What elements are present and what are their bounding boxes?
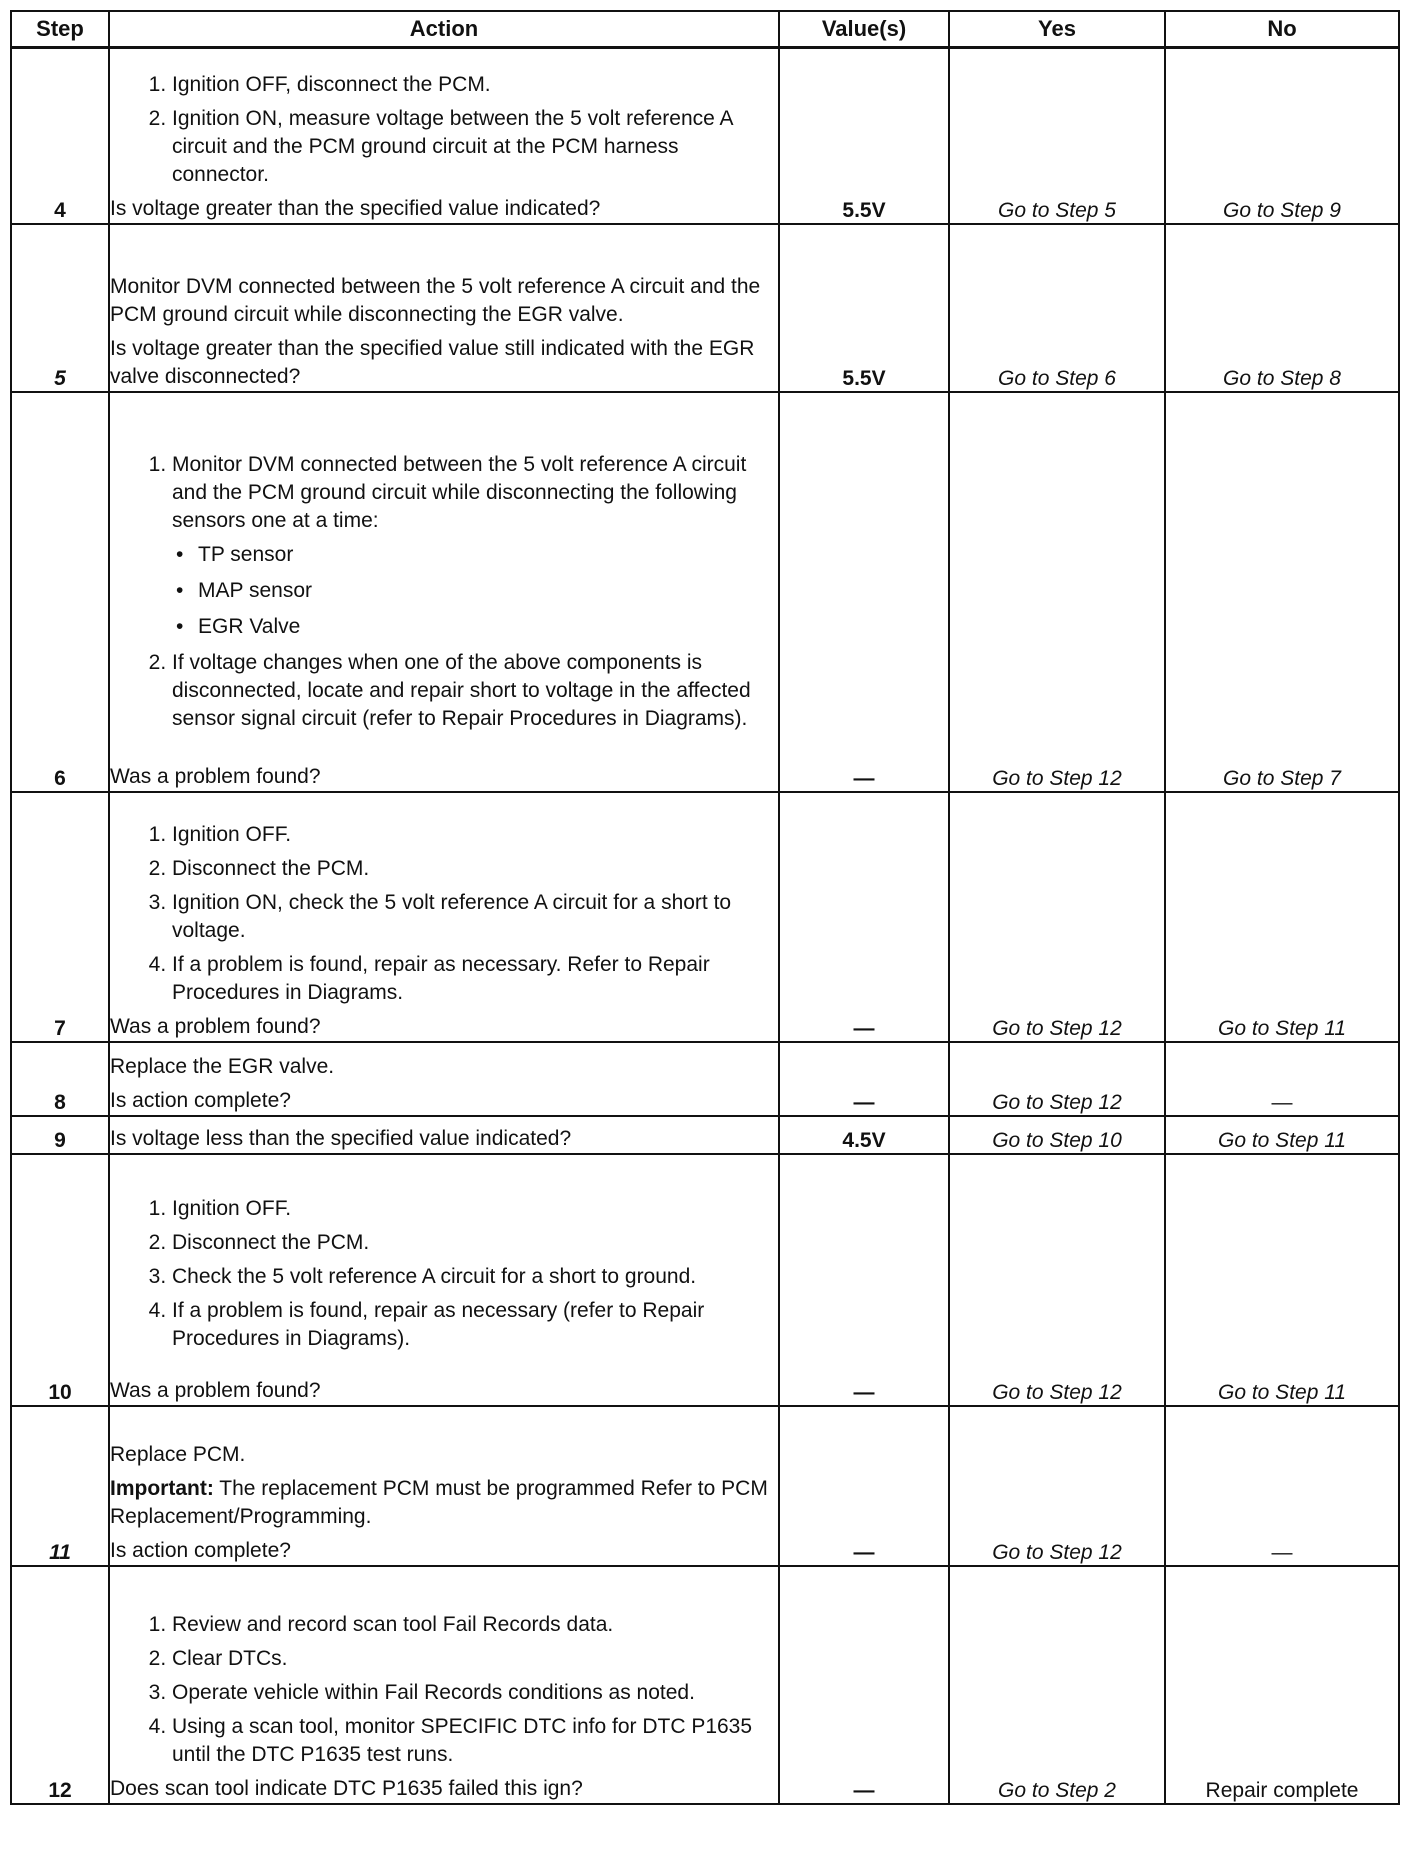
action-steps [110, 71, 778, 189]
no-cell: Go to Step 11 [1165, 1154, 1399, 1406]
step-number: 10 [11, 1154, 109, 1406]
value-cell: — [779, 1566, 949, 1804]
step-number: 5 [11, 224, 109, 392]
table-row-step-12 [11, 1566, 1399, 1804]
action-step: 2. Clear DTCs. [172, 1645, 778, 1673]
action-step: 4. If a problem is found, repair as necessary (refer to Repair Procedures in Diagrams). [172, 1297, 778, 1353]
sensor-list-item: • EGR Valve [176, 613, 778, 641]
yes-cell: Go to Step 5 [949, 48, 1165, 225]
important-text: The replacement PCM must be programmed Refer to PCM Replacement/Programming. [110, 1477, 768, 1528]
no-cell: — [1165, 1406, 1399, 1566]
step-number: 12 [11, 1566, 109, 1804]
action-step: 1. Ignition OFF. [172, 1195, 778, 1223]
header-values: Value(s) [779, 11, 949, 48]
action-question: Was a problem found? [110, 1015, 321, 1038]
action-question: Is voltage greater than the specified value still indicated with the EGR valve disconnected? [110, 337, 755, 388]
action-cell [109, 1042, 779, 1116]
value-cell: 5.5V [779, 224, 949, 392]
step-number: 9 [11, 1116, 109, 1154]
action-cell [109, 1154, 779, 1406]
no-cell: — [1165, 1042, 1399, 1116]
important-note [110, 1475, 778, 1531]
action-step: 4. If a problem is found, repair as necessary. Refer to Repair Procedures in Diagrams. [172, 951, 778, 1007]
value-cell: 4.5V [779, 1116, 949, 1154]
action-step: 2. Disconnect the PCM. [172, 855, 778, 883]
no-cell: Go to Step 8 [1165, 224, 1399, 392]
header-row [11, 11, 1399, 48]
no-cell: Go to Step 11 [1165, 792, 1399, 1042]
no-cell: Repair complete [1165, 1566, 1399, 1804]
yes-cell: Go to Step 6 [949, 224, 1165, 392]
value-cell: — [779, 1042, 949, 1116]
action-step: 1. Review and record scan tool Fail Records data. [172, 1611, 778, 1639]
yes-cell: Go to Step 12 [949, 1042, 1165, 1116]
important-label: Important: [110, 1477, 214, 1500]
action-question: Does scan tool indicate DTC P1635 failed this ign? [110, 1777, 583, 1800]
table-row-step-9 [11, 1116, 1399, 1154]
action-cell [109, 1116, 779, 1154]
value-cell: — [779, 792, 949, 1042]
action-step: 3. Operate vehicle within Fail Records conditions as noted. [172, 1679, 778, 1707]
action-step: 2. Ignition ON, measure voltage between the 5 volt reference A circuit and the PCM ground circuit at the PCM harness connector. [172, 105, 778, 189]
yes-cell: Go to Step 12 [949, 1154, 1165, 1406]
value-cell: — [779, 1154, 949, 1406]
yes-cell: Go to Step 12 [949, 1406, 1165, 1566]
action-question: Was a problem found? [110, 765, 321, 788]
action-cell [109, 392, 779, 792]
action-question: Is voltage less than the specified value indicated? [110, 1127, 572, 1150]
value-cell: — [779, 1406, 949, 1566]
action-cell [109, 48, 779, 225]
action-step: 2. If voltage changes when one of the above components is disconnected, locate and repair short to voltage in the affected sensor signal circuit (refer to Repair Procedures in Diagrams). [172, 649, 778, 733]
action-steps [110, 821, 778, 1007]
action-question: Is action complete? [110, 1539, 291, 1562]
sensor-list-item: • MAP sensor [176, 577, 778, 605]
action-cell [109, 1566, 779, 1804]
action-question: Is voltage greater than the specified value indicated? [110, 197, 601, 220]
table-row-step-7 [11, 792, 1399, 1042]
no-cell: Go to Step 11 [1165, 1116, 1399, 1154]
action-step: 1. Ignition OFF, disconnect the PCM. [172, 71, 778, 99]
action-step: 4. Using a scan tool, monitor SPECIFIC DTC info for DTC P1635 until the DTC P1635 test runs. [172, 1713, 778, 1769]
step-number: 8 [11, 1042, 109, 1116]
action-step: 1. Ignition OFF. [172, 821, 778, 849]
header-action: Action [109, 11, 779, 48]
action-step-text: Monitor DVM connected between the 5 volt reference A circuit and the PCM ground circuit while disconnecting the following sensors one at a time: [172, 453, 747, 532]
action-steps [110, 1195, 778, 1353]
value-cell: 5.5V [779, 48, 949, 225]
table-row-step-5 [11, 224, 1399, 392]
yes-cell: Go to Step 12 [949, 792, 1165, 1042]
no-cell: Go to Step 7 [1165, 392, 1399, 792]
step-number: 11 [11, 1406, 109, 1566]
diagnostic-procedure-table [10, 10, 1400, 1805]
sensor-list [172, 541, 778, 641]
value-cell: — [779, 392, 949, 792]
action-cell [109, 224, 779, 392]
step-number: 4 [11, 48, 109, 225]
action-step [172, 451, 778, 641]
sensor-list-item: • TP sensor [176, 541, 778, 569]
action-instruction: Replace the EGR valve. [110, 1055, 335, 1078]
action-cell [109, 792, 779, 1042]
action-step: 2. Disconnect the PCM. [172, 1229, 778, 1257]
table-row-step-6 [11, 392, 1399, 792]
action-question: Is action complete? [110, 1089, 291, 1112]
yes-cell: Go to Step 2 [949, 1566, 1165, 1804]
yes-cell: Go to Step 10 [949, 1116, 1165, 1154]
action-steps [110, 451, 778, 733]
table-row-step-4 [11, 48, 1399, 225]
no-cell: Go to Step 9 [1165, 48, 1399, 225]
action-instruction: Monitor DVM connected between the 5 volt reference A circuit and the PCM ground circuit while disconnecting the EGR valve. [110, 275, 761, 326]
step-number: 6 [11, 392, 109, 792]
header-yes: Yes [949, 11, 1165, 48]
header-no: No [1165, 11, 1399, 48]
table-row-step-11 [11, 1406, 1399, 1566]
action-steps [110, 1611, 778, 1769]
action-step: 3. Ignition ON, check the 5 volt reference A circuit for a short to voltage. [172, 889, 778, 945]
action-cell [109, 1406, 779, 1566]
action-question: Was a problem found? [110, 1379, 321, 1402]
step-number: 7 [11, 792, 109, 1042]
yes-cell: Go to Step 12 [949, 392, 1165, 792]
action-instruction: Replace PCM. [110, 1443, 246, 1466]
action-step: 3. Check the 5 volt reference A circuit for a short to ground. [172, 1263, 778, 1291]
table-row-step-8 [11, 1042, 1399, 1116]
header-step: Step [11, 11, 109, 48]
table-row-step-10 [11, 1154, 1399, 1406]
